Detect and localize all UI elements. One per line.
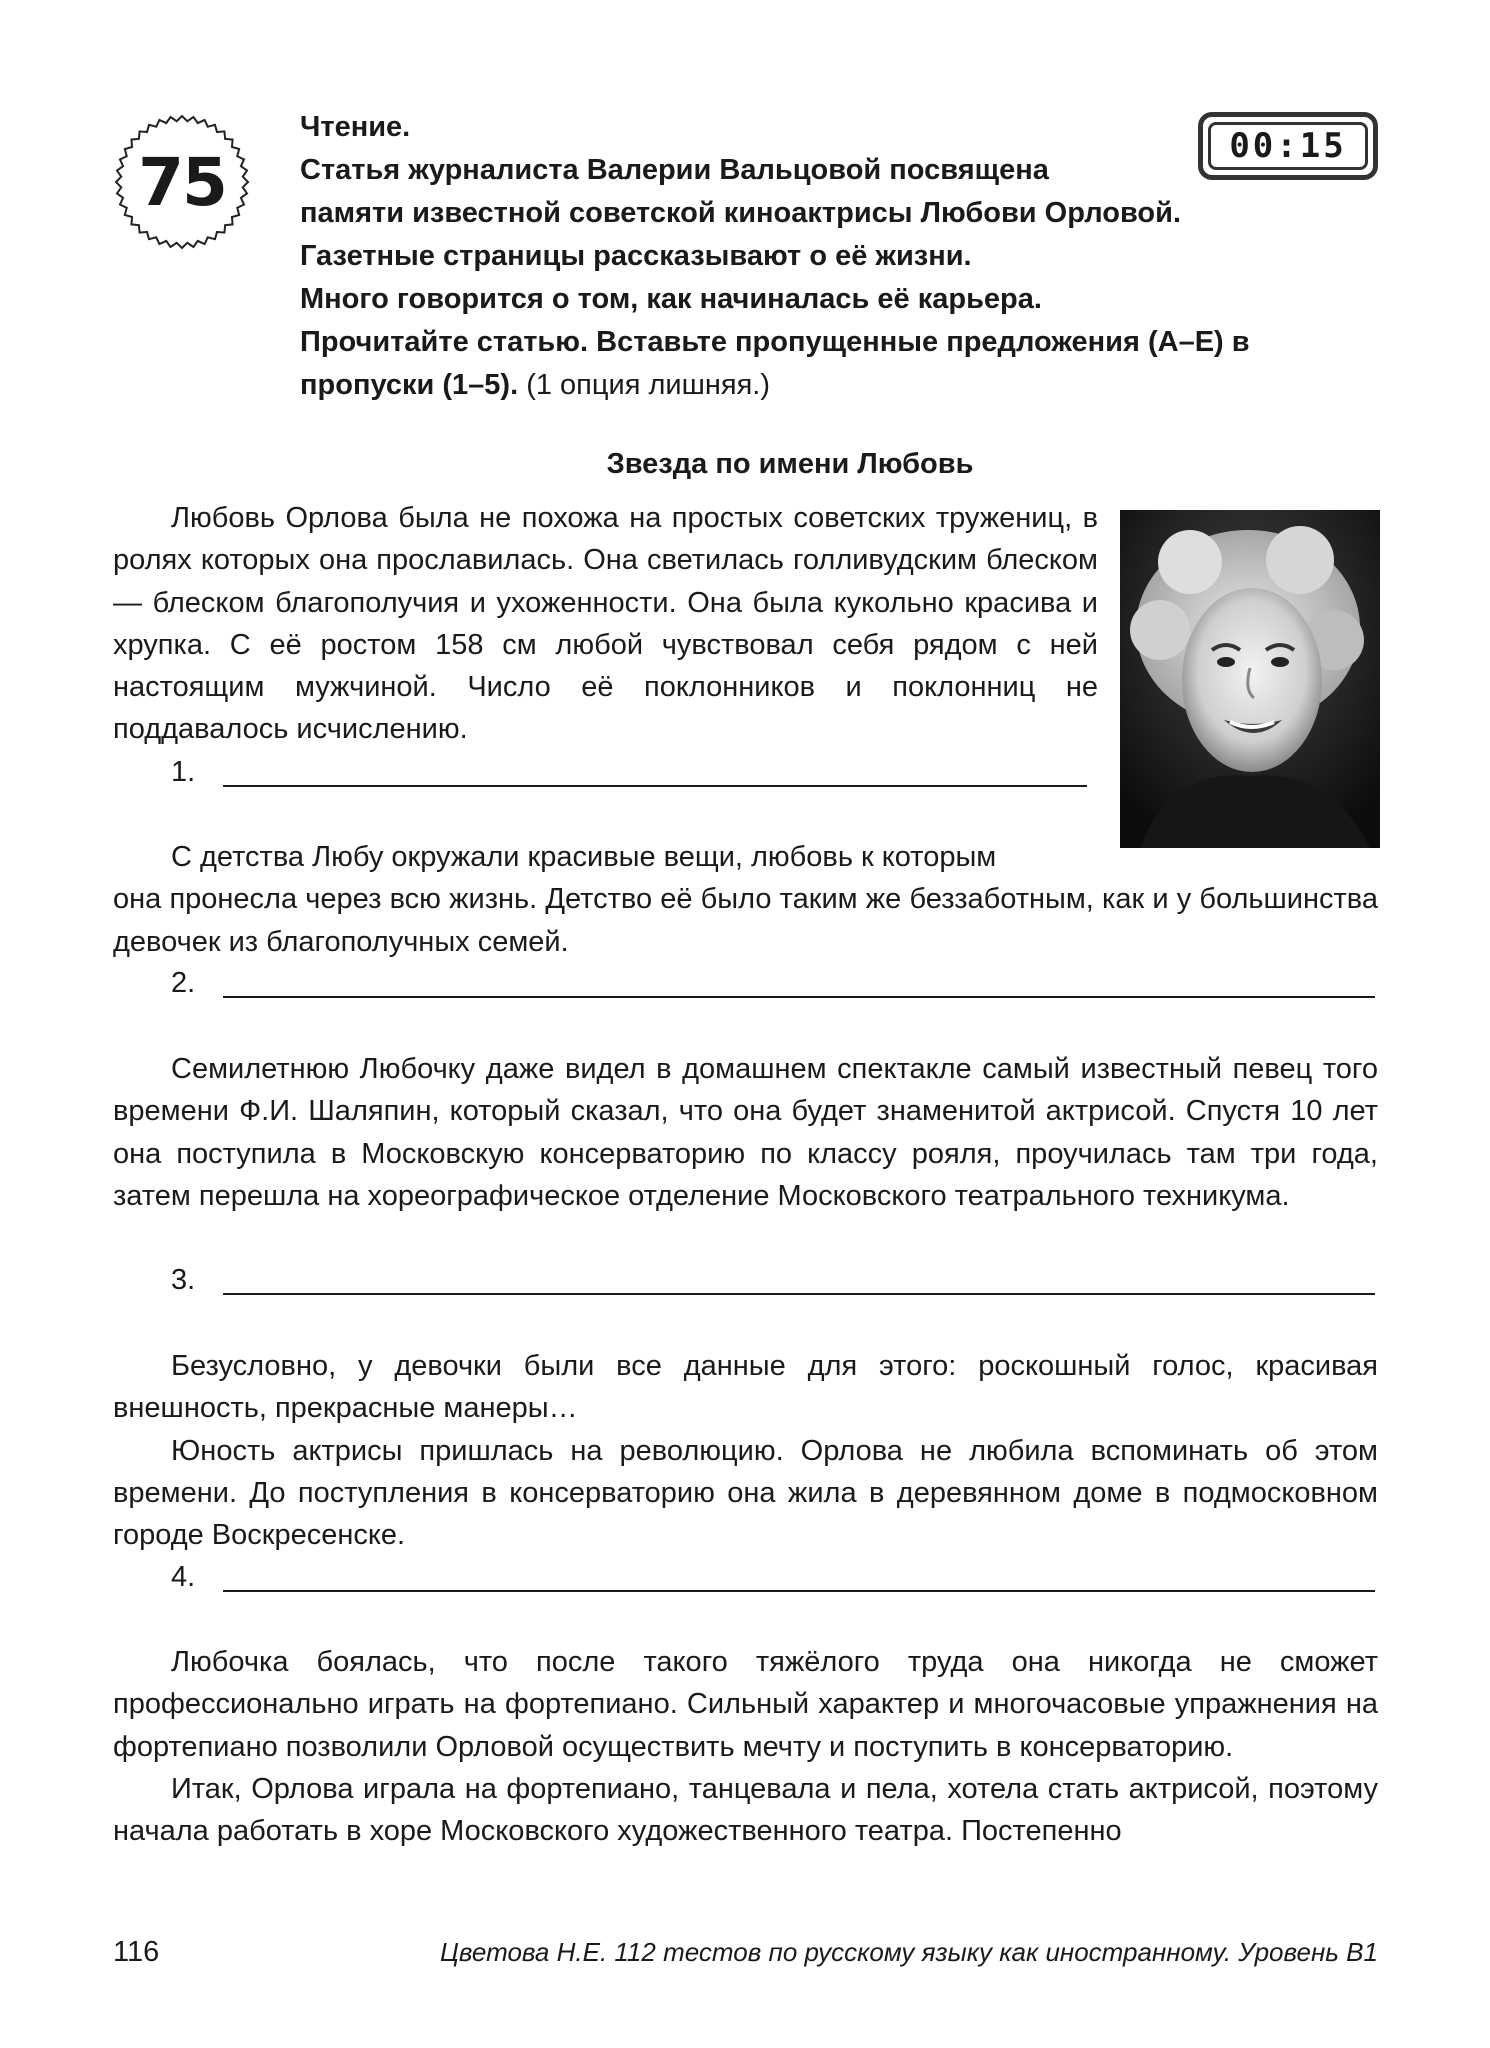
answer-line[interactable]: [223, 1590, 1375, 1592]
article-paragraph-1: [113, 497, 1098, 751]
answer-gap-2[interactable]: [171, 962, 1381, 1004]
portrait-image-icon: [1120, 510, 1380, 848]
book-citation: Цветова Н.Е. 112 тестов по русскому языку как иностранному. Уровень В1: [440, 1937, 1378, 1967]
paragraph-text: С детства Любу окружали красивые вещи, любовь к которым: [171, 841, 997, 873]
task-line: памяти известной советской киноактрисы Любови Орловой.: [300, 197, 1182, 229]
gap-number: 2.: [171, 967, 196, 999]
paragraph-text: Любовь Орлова была не похожа на простых советских тружениц, в ролях которых она прославилась. Она светилась голливудским блеском — блеском благополучия и ухоженности. Она была кукольно красива и хрупка. С её ростом 158 см любой чувствовал себя рядом с ней настоящим мужчиной. Число её поклонников и поклонниц не поддавалось исчислению.: [113, 502, 1098, 746]
gap-number: 3.: [171, 1264, 196, 1296]
task-line: Много говорится о том, как начиналась её карьера.: [300, 283, 1042, 315]
paragraph-text: Безусловно, у девочки были все данные для этого: роскошный голос, красивая внешность, прекрасные манеры…: [113, 1350, 1378, 1425]
timer-value: 00:15: [1208, 122, 1368, 170]
article-paragraph-2: [113, 836, 1378, 963]
exercise-number: 75: [138, 143, 226, 221]
article-paragraph-4: [113, 1345, 1378, 1556]
gap-number: 1.: [171, 756, 196, 788]
paragraph-text: она пронесла через всю жизнь. Детство её было таким же беззаботным, как и у большинства девочек из благополучных семей.: [113, 883, 1378, 958]
paragraph-text: Семилетнюю Любочку даже видел в домашнем спектакле самый известный певец того времени Ф.И. Шаляпин, который сказал, что она будет знаменитой актрисой. Спустя 10 лет она поступила в Московскую консерваторию по классу рояля, проучилась там три года, затем перешла на хореографическое отделение Московского театрального техникума.: [113, 1053, 1378, 1212]
task-line: Чтение.: [300, 111, 411, 143]
task-gaps-label: пропуски (1–5).: [300, 369, 519, 401]
article-paragraph-6: [113, 1641, 1378, 1852]
paragraph-text: Юность актрисы пришлась на революцию. Орлова не любила вспоминать об этом времени. До поступления в консерваторию она жила в деревянном доме в подмосковном городе Воскресенске.: [113, 1434, 1378, 1552]
page-number: 116: [113, 1936, 160, 1968]
task-line: Статья журналиста Валерии Вальцовой посвящена: [300, 154, 1049, 186]
paragraph-text: Итак, Орлова играла на фортепиано, танцевала и пела, хотела стать актрисой, поэтому начала работать в хоре Московского художественного театра. Постепенно: [113, 1772, 1378, 1848]
answer-gap-3[interactable]: [171, 1259, 1381, 1301]
article-title: Звезда по имени Любовь: [606, 448, 974, 480]
answer-gap-4[interactable]: [171, 1556, 1381, 1598]
answer-line[interactable]: [223, 996, 1375, 998]
answer-gap-1[interactable]: [171, 751, 1091, 793]
paragraph-text: Любочка боялась, что после такого тяжёлого труда она никогда не сможет профессионально играть на фортепиано. Сильный характер и многочасовые упражнения на фортепиано позволили Орловой осуществить мечту и поступить в консерваторию.: [113, 1646, 1378, 1763]
task-line: Газетные страницы рассказывают о её жизни.: [300, 240, 972, 272]
exercise-number-badge: [112, 112, 252, 252]
answer-line[interactable]: [223, 785, 1087, 787]
portrait-photo: [1120, 510, 1380, 848]
article-paragraph-3: [113, 1048, 1378, 1217]
answer-line[interactable]: [223, 1293, 1375, 1295]
gap-number: 4.: [171, 1561, 196, 1593]
task-instructions: [300, 106, 1390, 407]
task-line: [300, 364, 1390, 407]
task-note: (1 опция лишняя.): [518, 369, 770, 401]
task-line: Прочитайте статью. Вставьте пропущенные предложения (А–Е) в: [300, 326, 1250, 358]
